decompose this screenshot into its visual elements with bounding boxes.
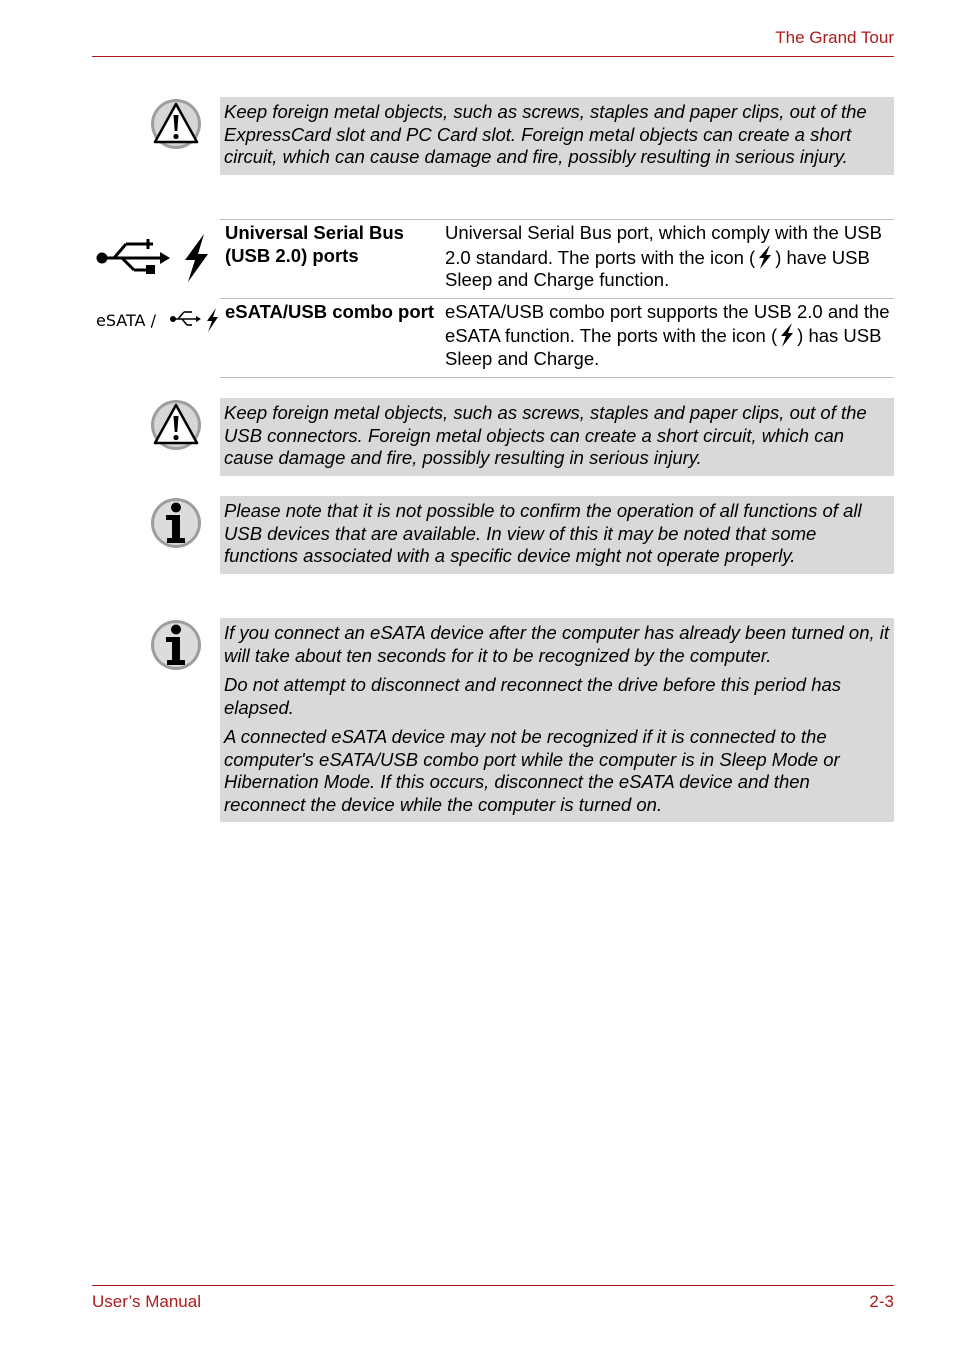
esata-port-name: eSATA/USB combo port [225,300,434,322]
table-row [220,220,894,299]
warning-icon [150,399,202,451]
warning-note [220,97,894,175]
page-header-title: The Grand Tour [775,28,894,47]
usb-port-name: Universal Serial Bus (USB 2.0) ports [225,222,404,266]
warning-text: Keep foreign metal objects, such as screws, staples and paper clips, out of the USB connectors. Foreign metal objects can create a short circuit, which can cause damage and fire, possibly resulting in serious injury. [224,402,867,468]
sleep-charge-icon [777,323,797,347]
info-paragraph: Do not attempt to disconnect and reconnect the drive before this period has elapsed. [224,674,842,718]
info-icon [150,619,202,671]
usb-desc-text-a: Universal Serial Bus port, which comply with the USB 2.0 standard. The ports with the icon ( [445,222,882,268]
esata-desc-text-a: eSATA/USB combo port supports the USB 2.0 and the eSATA function. The ports with the icon ( [445,300,890,346]
usb-desc-text-b: ) have USB Sleep and Charge function. [445,246,870,290]
info-paragraph: If you connect an eSATA device after the computer has already been turned on, it will take about ten seconds for it to be recognized by the computer. [224,622,890,666]
esata-desc-text-b: ) has USB Sleep and Charge. [445,325,882,369]
warning-icon [150,98,202,150]
esata-port-description [445,301,894,371]
usb-sleep-charge-icon [96,234,216,282]
info-paragraph: A connected eSATA device may not be recognized if it is connected to the computer's eSATA/USB combo port while the computer is in Sleep Mode or Hibernation Mode. If this occurs, disconnect the eSATA device and then reconnect the device while the computer is turned on. [224,726,840,815]
usb-port-description [445,222,894,292]
info-note [220,496,894,574]
header-rule [92,56,894,57]
info-icon [150,497,202,549]
esata-usb-icon [96,306,220,337]
ports-table [220,219,894,378]
info-text: Please note that it is not possible to confirm the operation of all functions of all USB devices that are available. In view of this it may be noted that some functions associated with a specific device might not operate properly. [224,500,862,566]
page-number: 2-3 [869,1292,894,1311]
footer-rule [92,1285,894,1286]
footer-manual-title: User’s Manual [92,1292,201,1311]
sleep-charge-icon [755,245,775,269]
table-row [220,299,894,379]
warning-text: Keep foreign metal objects, such as screws, staples and paper clips, out of the ExpressCard slot and PC Card slot. Foreign metal objects can create a short circuit, which can cause damage and fire, possibly resulting in serious injury. [224,101,867,167]
esata-icon-label: eSATA / [96,311,156,330]
info-note [220,618,894,822]
warning-note [220,398,894,476]
